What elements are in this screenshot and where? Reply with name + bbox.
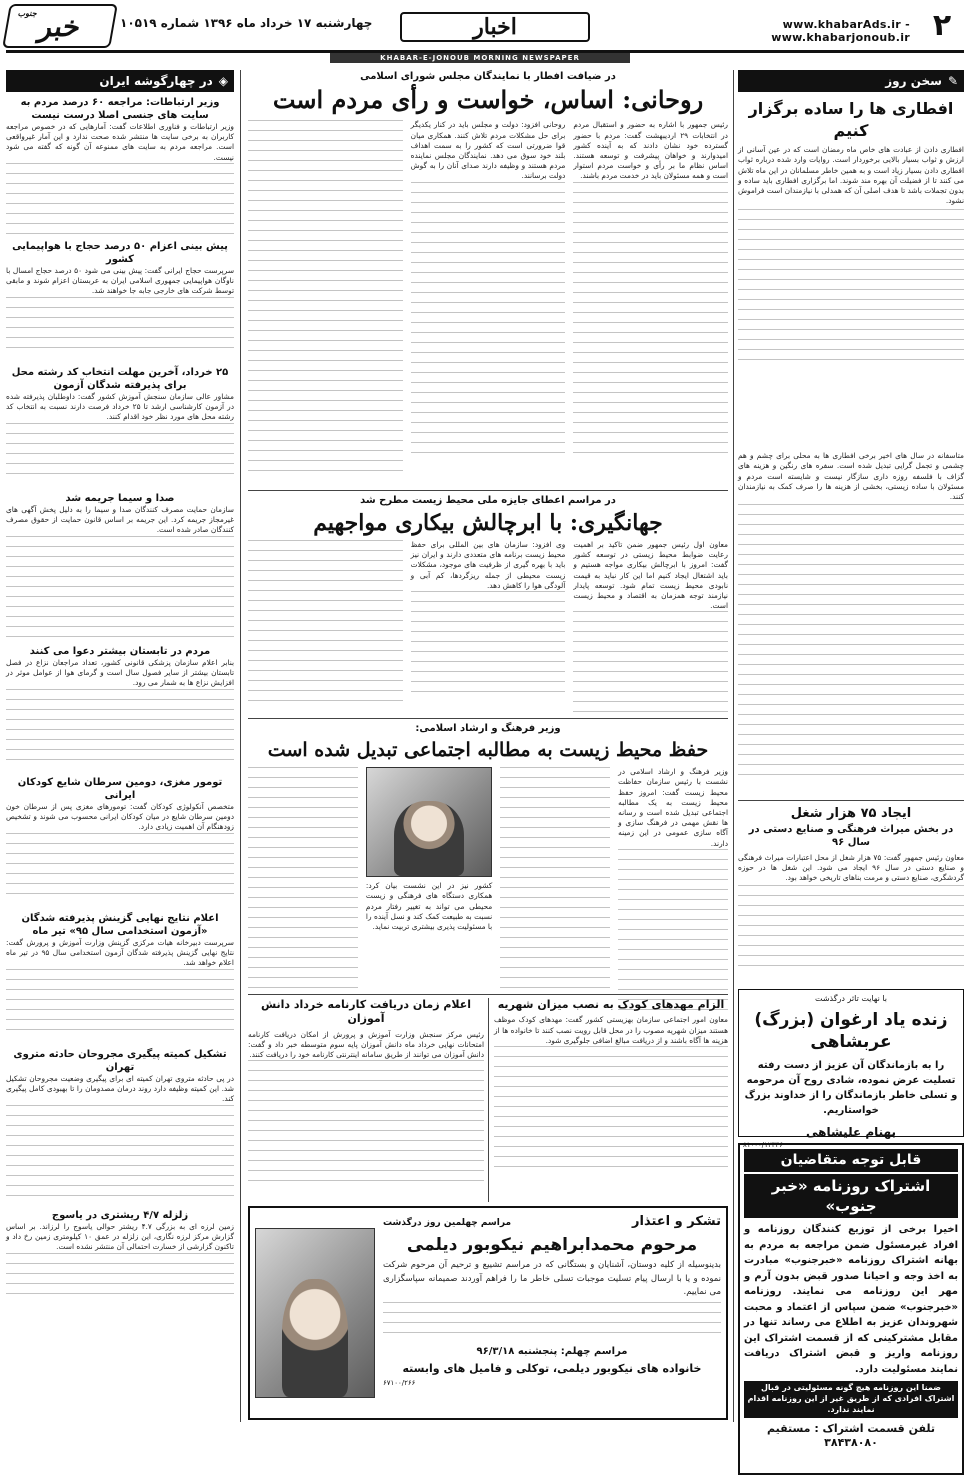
news-title: مردم در تابستان بیشتر دعوا می کنند bbox=[29, 646, 211, 657]
section-title: اخبار bbox=[400, 12, 590, 42]
deceased-photo bbox=[255, 1228, 375, 1398]
news-body bbox=[6, 122, 234, 240]
news-title: زلزله ۴/۷ ریشتری در یاسوج bbox=[51, 1210, 189, 1221]
divider bbox=[248, 718, 728, 719]
story-col bbox=[573, 540, 728, 718]
ad-warning: ضمنا این روزنامه هیچ گونه مسئولیتی در قبال اشتراک افرادی که از طریق غیر از این روزنامه اقدام نمایند ندارد. bbox=[744, 1381, 958, 1417]
story-culture-minister bbox=[248, 722, 728, 992]
news-title: ۲۵ خرداد، آخرین مهلت انتخاب کد رشته محل برای پذیرفته شدگان آزمون bbox=[11, 367, 229, 391]
editorial-body bbox=[738, 145, 964, 447]
news-title: وزیر ارتباطات: مراجعه ۶۰ درصد مردم به سایت های جنسی اصلا درست نیست bbox=[20, 97, 220, 121]
story-body bbox=[494, 1015, 728, 1195]
story-para: روحانی افزود: دولت و مجلس باید در کنار یکدیگر برای حل مشکلات مردم تلاش کنند. همکاری میان قوا ضرورتی است که کشور را به سمت اهداف بلند خود سوق می دهد. نمایندگان مجلس نماینده مردم هستند و وظیفه دارند صدای آنان را به گوش دولت برسانند. bbox=[410, 120, 566, 181]
logo-sub: جنوب bbox=[17, 8, 39, 18]
right-column bbox=[737, 70, 964, 1450]
news-body bbox=[6, 938, 234, 1048]
text-lines bbox=[6, 423, 234, 483]
thanks-notice bbox=[248, 1206, 728, 1420]
left-column bbox=[6, 70, 234, 1422]
thanks-name: مرحوم محمدابراهیم نیکوبور دیلمی bbox=[406, 1234, 698, 1255]
news-title: تومور مغزی، دومین سرطان شایع کودکان ایرانی bbox=[17, 777, 223, 801]
news-title: تشکیل کمیته پیگیری مجروحان حادثه متروی تهران bbox=[13, 1049, 227, 1073]
site-urls[interactable]: www.khabarAds.ir - www.khabarjonoub.ir bbox=[771, 18, 910, 44]
text-lines bbox=[248, 120, 403, 480]
thanks-body: بدینوسیله از کلیه دوستان، آشنایان و بستگانی که در مراسم تشییع و ترحیم آن مرحوم شرکت نموده و یا با ارسال پیام تسلیت موجبات تسلی خاطر ما را فراهم آوردند صمیمانه سپاسگزاری می نماییم. bbox=[383, 1260, 721, 1297]
condolence-top: با نهایت تاثر درگذشت bbox=[814, 993, 888, 1003]
divider bbox=[248, 994, 728, 995]
condolence-sign: بهنام علیشاهی bbox=[806, 1125, 896, 1140]
text-lines bbox=[248, 540, 403, 710]
column-rule bbox=[488, 998, 489, 1202]
story-headline[interactable]: جهانگیری: با ابرچالش بیکاری مواجهیم bbox=[313, 509, 663, 536]
page-number: ۲ bbox=[932, 7, 952, 43]
text-lines bbox=[6, 969, 234, 1039]
thanks-family: خانواده های نیکوبور دیلمی، توکلی و فامیل های وابسته bbox=[402, 1361, 702, 1375]
issue-date: چهارشنبه ۱۷ خرداد ماه ۱۳۹۶ شماره ۱۰۵۱۹ bbox=[120, 16, 373, 30]
text-lines bbox=[6, 163, 234, 243]
newspaper-logo bbox=[2, 4, 118, 48]
news-para: زمین لرزه ای به بزرگی ۴.۷ ریشتر حوالی یاسوج را لرزاند. بر اساس گزارش مرکز لرزه نگاری، این زلزله در عمق ۱۰ کیلومتری زمین رخ داد و تاکنون گزارشی از خسارت احتمالی آن منتشر نشده است. bbox=[6, 1222, 234, 1252]
text-lines bbox=[6, 833, 234, 903]
story-rouhani bbox=[248, 70, 728, 488]
ad-title-1: قابل توجه متقاضیان bbox=[744, 1149, 958, 1172]
text-lines bbox=[573, 182, 728, 462]
news-para: متخصص آنکولوژی کودکان گفت: تومورهای مغزی پس از سرطان خون دومین سرطان شایع در میان کودکان ایرانی محسوب می شوند و تشخیص زودهنگام آن اهمیت زیادی دارد. bbox=[6, 802, 234, 832]
text-lines bbox=[411, 591, 566, 701]
job-para: معاون رئیس جمهور گفت: ۷۵ هزار شغل از محل اعتبارات میراث فرهنگی و صنایع دستی در سال ۹۶ ایجاد می شود. این شغل ها در حوزه گردشگری، صنایع دستی و مرمت بناهای تاریخی خواهد بود. bbox=[738, 852, 964, 883]
text-lines bbox=[6, 1253, 234, 1303]
minister-photo bbox=[366, 767, 492, 877]
news-para: سرپرست حجاج ایرانی گفت: پیش بینی می شود ۵۰ درصد حجاج امسال با ناوگان هواپیمایی جمهوری اسلامی ایران به عربستان اعزام شوند و مابقی توسط شرکت های خارجی جابه جا خواهند شد. bbox=[6, 266, 235, 296]
masthead-strip: KHABAR-E-JONOUB MORNING NEWSPAPER bbox=[330, 53, 630, 63]
thanks-title: تشکر و اعتذار bbox=[632, 1214, 721, 1229]
thanks-date: مراسم چهلم: پنجشنبه ۹۶/۳/۱۸ bbox=[476, 1346, 628, 1357]
condolence-body: را به بازماندگان آن عزیز از دست رفته تسلیت عرض نموده، شادی روح آن مرحومه و تسلی خاطر بازماندگان را از خداوند بزرگ خواستاریم. bbox=[744, 1060, 958, 1117]
condolence-code: ۸۱۰۰۰/۱۲۳۳۶ bbox=[743, 1140, 783, 1149]
thanks-code: ۶۷۱۰۰/۲۶۶ bbox=[383, 1379, 416, 1388]
story-col bbox=[248, 120, 403, 488]
text-lines bbox=[494, 1046, 728, 1176]
column-rule bbox=[733, 70, 734, 1422]
story-col bbox=[573, 120, 728, 488]
job-headline: ایجاد ۷۵ هزار شغل bbox=[790, 806, 912, 822]
story-headline[interactable]: الزام مهدهای کودک به نصب میزان شهریه bbox=[497, 998, 725, 1011]
column-rule bbox=[240, 70, 241, 1422]
text-lines bbox=[573, 611, 728, 721]
story-col bbox=[500, 767, 610, 997]
text-lines bbox=[500, 767, 610, 992]
story-col bbox=[411, 540, 566, 718]
news-title: اعلام نتایج نهایی گزینش پذیرفته شدگان «آزمون استخدامی سال ۹۵» تیر ماه bbox=[21, 913, 219, 937]
editorial-para-2: متاسفانه در سال های اخیر برخی افطاری ها به محلی برای چشم و هم چشمی و تجمل گرایی تبدیل شده است. سفره های رنگین و هزینه های گزاف با فلسفه روزه داری سازگار نیست و شایسته است مردم و مسئولان با ساده زیستی، بخشی از هزینه ها را صرف کمک به نیازمندان کنند. bbox=[738, 451, 964, 502]
story-para: وی افزود: سازمان های بین المللی برای حفظ محیط زیست برنامه های متعددی دارند و ایران نیز باید با بهره گیری از ظرفیت های موجود، مشکلات زیست محیطی از جمله ریزگردها، کم آبی و آلودگی هوا را کاهش دهد. bbox=[410, 539, 566, 590]
divider bbox=[248, 490, 728, 491]
thanks-text bbox=[383, 1213, 721, 1413]
news-body bbox=[6, 505, 234, 645]
column-label: سخن روز bbox=[885, 74, 942, 88]
story-photo-col bbox=[366, 767, 492, 997]
story-headline[interactable]: روحانی: اساس، خواست و رأی مردم است bbox=[272, 84, 704, 114]
text-lines bbox=[6, 1105, 234, 1205]
story-kindergarten bbox=[494, 998, 728, 1202]
divider bbox=[738, 800, 964, 801]
story-col bbox=[248, 767, 358, 997]
text-lines bbox=[248, 1060, 484, 1190]
thanks-layout bbox=[255, 1213, 721, 1413]
subscription-ad bbox=[738, 1140, 964, 1475]
condolence-name: زنده یاد ارغوان (بزرگ) عربشاهی bbox=[754, 1009, 948, 1053]
story-jahangiri bbox=[248, 494, 728, 716]
text-lines bbox=[738, 504, 964, 784]
text-lines bbox=[6, 297, 234, 357]
news-body bbox=[6, 392, 234, 492]
story-report-cards bbox=[248, 998, 484, 1202]
news-body bbox=[6, 1074, 234, 1209]
text-lines bbox=[411, 182, 566, 462]
story-col bbox=[411, 120, 566, 488]
thanks-top: مراسم چهلمین روز درگذشت bbox=[383, 1218, 512, 1228]
news-title: پیش بینی اعزام ۵۰ درصد حجاج با هواپیمایی کشور bbox=[12, 241, 228, 265]
text-lines bbox=[738, 209, 964, 369]
text-lines bbox=[6, 536, 234, 646]
story-columns bbox=[248, 540, 728, 718]
news-body bbox=[6, 1222, 234, 1312]
ad-body: اخیرا برخی از توزیع کنندگان روزنامه و افراد غیرمسئول ضمن مراجعه به مردم به بهانه اشتراک روزنامه «خبرجنوب» مبادرت به اخذ وجه و احیانا صدور قبض بدون آرم و مهر این روزنامه می نمایند. روزنامه «خبرجنوب» ضمن سپاس از اعتماد و محبت شهروندان عزیز به اطلاع می رساند تنها در مقابل مشترکینی که از قسمت اشتراک این روزنامه واریز و قبض اشتراک دریافت نمایند مسئولیت دارد. bbox=[744, 1224, 958, 1375]
ad-title-2: اشتراک روزنامه «خبر جنوب» bbox=[744, 1174, 958, 1219]
story-para: کشور نیز در این نشست بیان کرد: همکاری دستگاه های فرهنگی و زیست محیطی می تواند به تغییر رفتار مردم نسبت به طبیعت کمک کند و نسل آینده را با مسئولیت پذیری بیشتری تربیت نماید. bbox=[365, 881, 493, 932]
pen-icon: ✎ bbox=[947, 74, 958, 88]
news-para: در پی حادثه متروی تهران کمیته ای برای پیگیری وضعیت مجروحان تشکیل شد. این کمیته وظیفه دارد روند درمان مصدومان را تا بهبودی کامل پیگیری کند. bbox=[6, 1074, 234, 1104]
text-lines bbox=[738, 885, 964, 975]
job-subheadline: در بخش میراث فرهنگی و صنایع دستی در سال ۹۶ bbox=[748, 823, 954, 849]
news-title: صدا و سیما جریمه شد bbox=[65, 493, 175, 504]
story-para: معاون امور اجتماعی سازمان بهزیستی کشور گفت: مهدهای کودک موظف هستند میزان شهریه مصوب را در محل قابل رویت نصب کنند تا خانواده ها از هزینه ها آگاه باشند و از دریافت مبالغ اضافی جلوگیری شود. bbox=[494, 1015, 728, 1045]
condolence-notice bbox=[738, 989, 964, 1149]
story-para: رئیس مرکز سنجش وزارت آموزش و پرورش از امکان دریافت کارنامه امتحانات نهایی خرداد ماه دانش آموزان پایه سوم متوسطه خبر داد و گفت: دانش آموزان می توانند از طریق سامانه اینترنتی کارنامه خود را دریافت کنند. bbox=[248, 1029, 484, 1060]
news-para: سرپرست دبیرخانه هیات مرکزی گزینش وزارت آموزش و پرورش گفت: نتایج نهایی گزینش پذیرفته شدگان آزمون استخدامی سال ۹۵ در تیر ماه اعلام خواهد شد. bbox=[6, 938, 234, 968]
news-body bbox=[6, 802, 234, 912]
portrait-figure bbox=[282, 1279, 348, 1397]
story-col bbox=[618, 767, 728, 997]
news-para: مشاور عالی سازمان سنجش آموزش کشور گفت: داوطلبان پذیرفته شده در آزمون کارشناسی ارشد تا ۲۵ خرداد فرصت دارند نسبت به انتخاب کد رشته محل های مورد نظر خود اقدام کنند. bbox=[6, 392, 234, 422]
job-body bbox=[738, 853, 964, 985]
story-col bbox=[248, 540, 403, 718]
story-para: معاون اول رئیس جمهور ضمن تاکید بر اهمیت رعایت ضوابط محیط زیستی در توسعه کشور گفت: امروز با ابرچالش بیکاری مواجه هستیم و باید اشتغال ایجاد کنیم اما این کار نباید به قیمت نابودی محیط زیست تمام شود. توسعه پایدار نیازمند توجه همزمان به اقتصاد و محیط زیست است. bbox=[573, 539, 728, 611]
news-body bbox=[6, 658, 234, 776]
story-body bbox=[248, 1030, 484, 1210]
news-para: سازمان حمایت مصرف کنندگان صدا و سیما را به دلیل پخش آگهی های غیرمجاز جریمه کرد. این جریمه بر اساس قانون حمایت از حقوق مصرف کنندگان صادر شده است. bbox=[6, 505, 234, 535]
thanks-top-row bbox=[383, 1213, 721, 1231]
story-columns bbox=[248, 120, 728, 488]
column-label-box bbox=[6, 70, 234, 92]
text-lines bbox=[383, 1302, 721, 1342]
story-headline[interactable]: اعلام زمان دریافت کارنامه خرداد دانش آموزان bbox=[260, 998, 472, 1026]
logo-text: خبر bbox=[36, 9, 84, 43]
column-label: در چهارگوشه ایران bbox=[99, 74, 213, 88]
ad-phone[interactable]: تلفن قسمت اشتراک : مستقیم ۳۸۴۳۸۰۸۰ bbox=[766, 1421, 936, 1450]
story-para: رئیس جمهور با اشاره به حضور و استقبال مردم در انتخابات ۲۹ اردیبهشت گفت: مردم با حضور گسترده خود نشان دادند که به آینده کشور امیدوارند و خواهان پیشرفت و توسعه هستند. اساس نظام ما بر رأی و خواست مردم استوار است و همه مسئولان باید در خدمت مردم باشند. bbox=[573, 120, 728, 181]
story-layout bbox=[248, 767, 728, 997]
text-lines bbox=[248, 767, 358, 992]
editorial-para: افطاری دادن از عبادت های خاص ماه رمضان است که در عین آسانی از ارزش و ثواب بسیار بالایی برخوردار است. روایات وارد شده درباره ثواب افطاری دادن بسیار زیاد است و به همین خاطر مسلمانان در این ماه تلاش می کنند تا از فضیلت آن بهره مند شوند. اما برگزاری افطاری باید ساده و بدون تجملات باشد تا هدف اصلی آن که همدلی با نیازمندان است فراموش نشود. bbox=[737, 145, 964, 206]
portrait-figure bbox=[394, 801, 464, 877]
story-col bbox=[366, 881, 492, 932]
story-kicker: در ضیافت افطار با نمایندگان مجلس شورای اسلامی bbox=[360, 71, 616, 82]
news-para: بنابر اعلام سازمان پزشکی قانونی کشور، تعداد مراجعان نزاع در فصل تابستان بیشتر از سایر فصول سال است و گرمای هوا از عوامل موثر در افزایش نزاع ها به شمار می رود. bbox=[6, 658, 234, 688]
story-kicker: در مراسم اعطای جایزه ملی محیط زیست مطرح شد bbox=[360, 495, 616, 506]
news-body bbox=[6, 266, 234, 366]
column-label-box bbox=[738, 70, 964, 92]
map-icon: ◈ bbox=[218, 74, 228, 88]
story-kicker: وزیر فرهنگ و ارشاد اسلامی: bbox=[415, 723, 561, 734]
text-lines bbox=[6, 689, 234, 769]
editorial-body-2 bbox=[738, 451, 964, 796]
editorial-headline: افطاری ها را ساده برگزار کنیم bbox=[748, 99, 954, 140]
news-para: وزیر ارتباطات و فناوری اطلاعات گفت: آمارهایی که در خصوص مراجعه کاربران به برخی سایت ها منتشر شده صحت ندارد و این آمار غیرواقعی است. مراجعه مردم به سایت های ممنوعه آن گونه که گفته می شود نیست. bbox=[6, 122, 234, 162]
story-headline[interactable]: حفظ محیط زیست به مطالبه اجتماعی تبدیل شده است bbox=[267, 738, 709, 761]
story-para: وزیر فرهنگ و ارشاد اسلامی در نشست با رئیس سازمان حفاظت محیط زیست گفت: امروز حفظ محیط زیست به یک مطالبه اجتماعی تبدیل شده است و رسانه ها نقش مهمی در فرهنگ سازی و آگاه سازی عمومی در این زمینه دارند. bbox=[618, 767, 728, 848]
